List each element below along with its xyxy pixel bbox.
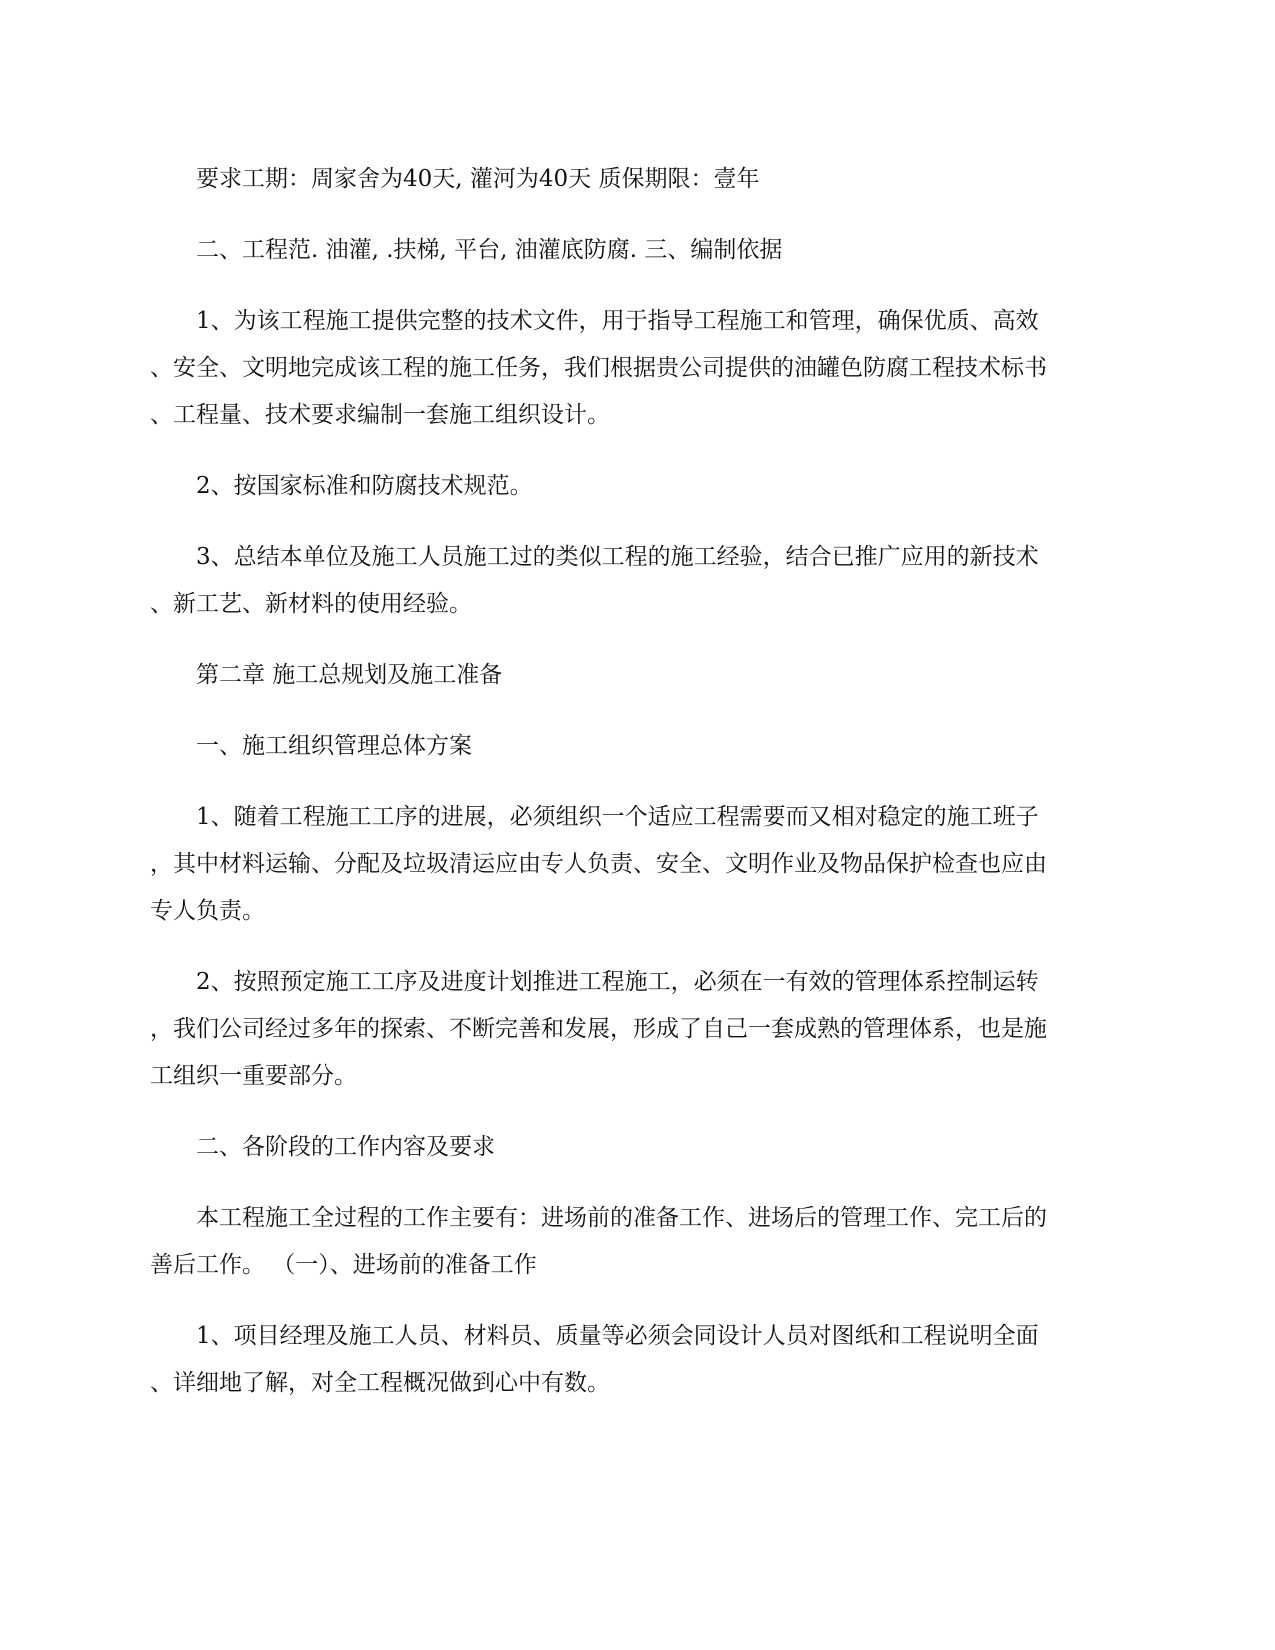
paragraph-work-overview bbox=[150, 1195, 1126, 1289]
text-line: 、安全、文明地完成该工程的施工任务，我们根据贵公司提供的油罐色防腐工程技术标书 bbox=[150, 355, 1047, 381]
document-body bbox=[150, 156, 1126, 1431]
text-line: 1、项目经理及施工人员、材料员、质量等必须会同设计人员对图纸和工程说明全面 bbox=[196, 1323, 1039, 1349]
text-line: 1、为该工程施工提供完整的技术文件，用于指导工程施工和管理，确保优质、高效 bbox=[196, 308, 1039, 334]
paragraph-organization-2 bbox=[150, 959, 1126, 1100]
text-line: 一、施工组织管理总体方案 bbox=[196, 733, 472, 759]
paragraph-basis-2 bbox=[150, 463, 1126, 510]
text-line: 3、总结本单位及施工人员施工过的类似工程的施工经验，结合已推广应用的新技术 bbox=[196, 544, 1039, 570]
text-line: 、详细地了解，对全工程概况做到心中有数。 bbox=[150, 1370, 610, 1396]
text-line: 、工程量、技术要求编制一套施工组织设计。 bbox=[150, 402, 610, 428]
text-line: 本工程施工全过程的工作主要有：进场前的准备工作、进场后的管理工作、完工后的 bbox=[196, 1205, 1047, 1231]
text-line: 、新工艺、新材料的使用经验。 bbox=[150, 591, 472, 617]
paragraph-basis-1 bbox=[150, 298, 1126, 439]
paragraph-organization-1 bbox=[150, 794, 1126, 935]
text-line: 工组织一重要部分。 bbox=[150, 1063, 357, 1089]
text-line: 第二章 施工总规划及施工准备 bbox=[196, 662, 503, 688]
text-line: ，其中材料运输、分配及垃圾清运应由专人负责、安全、文明作业及物品保护检查也应由 bbox=[150, 851, 1047, 877]
paragraph-preparation-1 bbox=[150, 1313, 1126, 1407]
paragraph-scope bbox=[150, 227, 1126, 274]
section-heading-1 bbox=[150, 723, 1126, 770]
text-line: 二、各阶段的工作内容及要求 bbox=[196, 1134, 495, 1160]
text-line: ，我们公司经过多年的探索、不断完善和发展，形成了自己一套成熟的管理体系，也是施 bbox=[150, 1016, 1047, 1042]
text-line: 1、随着工程施工工序的进展，必须组织一个适应工程需要而又相对稳定的施工班子 bbox=[196, 804, 1039, 830]
paragraph-basis-3 bbox=[150, 534, 1126, 628]
text-line: 善后工作。 （一）、进场前的准备工作 bbox=[150, 1252, 537, 1278]
text-line: 2、按照预定施工工序及进度计划推进工程施工，必须在一有效的管理体系控制运转 bbox=[196, 969, 1039, 995]
section-heading-2 bbox=[150, 1124, 1126, 1171]
text-line: 专人负责。 bbox=[150, 898, 265, 924]
chapter-heading bbox=[150, 652, 1126, 699]
text-line: 2、按国家标准和防腐技术规范。 bbox=[196, 473, 533, 499]
text-line: 二、工程范. 油灌, .扶梯, 平台, 油灌底防腐. 三、编制依据 bbox=[196, 237, 783, 263]
text-line: 要求工期：周家舍为40天, 灌河为40天 质保期限：壹年 bbox=[196, 166, 760, 192]
paragraph-schedule bbox=[150, 156, 1126, 203]
